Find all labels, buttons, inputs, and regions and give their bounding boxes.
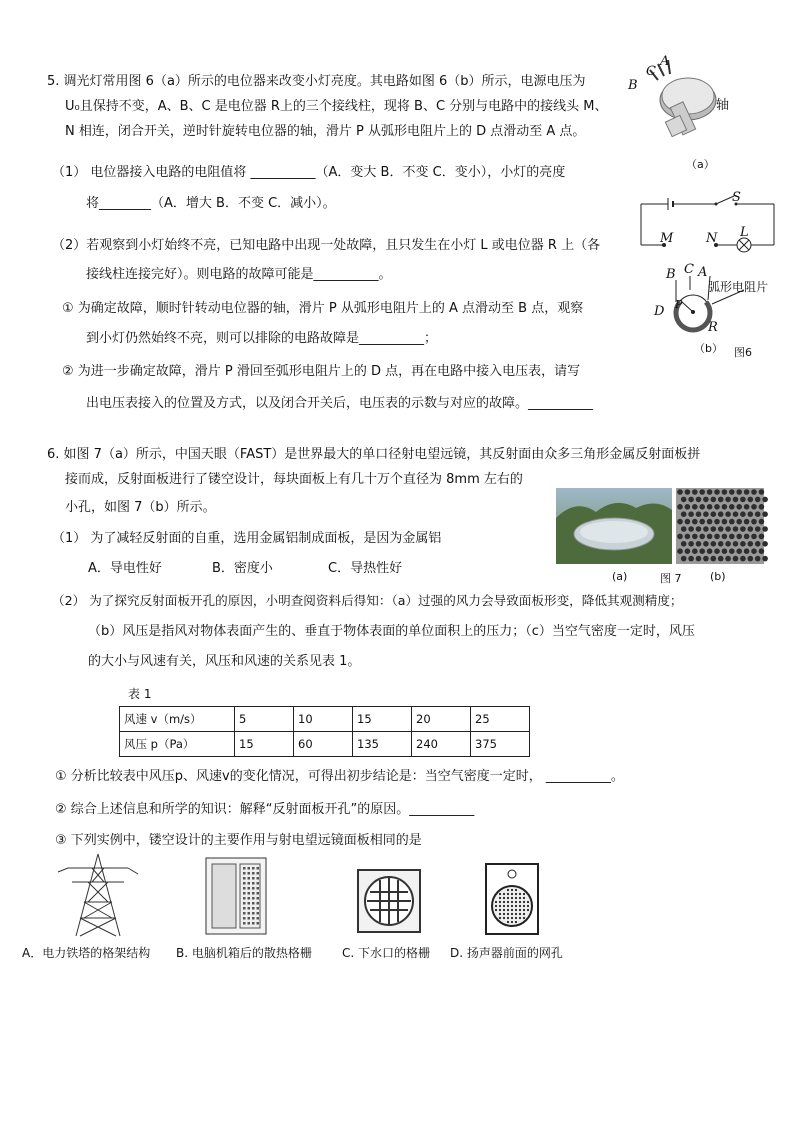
table-cell: 60 [294,732,353,757]
q5-line-3: N 相连，闭合开关，逆时针旋转电位器的轴，滑片 P 从弧形电阻片上的 D 点滑动至 A 点。 [65,124,586,139]
choice-a: A．电力铁塔的格架结构 [22,946,151,960]
choice-c: C. 下水口的格栅 [342,946,431,960]
q5-sub1-line-2: 到小灯仍然始终不亮，则可以排除的电路故障是__________； [86,331,438,346]
fast-telescope-photo [556,488,672,564]
q6-part2-line-1: （2） 为了探究反射面板开孔的原因，小明查阅资料后得知：（a）过强的风力会导致面板形变，降低其观测精度； [52,593,683,608]
q6-option-b: B．密度小 [212,561,273,576]
table-cell: 25 [471,707,530,732]
q6-sub2: ② 综合上述信息和所学的知识：解释“反射面板开孔”的原因。__________ [55,802,475,817]
table-row-header: 风速 v（m/s） [120,707,235,732]
table-cell: 5 [235,707,294,732]
q5-sub2-line-1: ② 为进一步确定故障，滑片 P 滑回至弧形电阻片上的 D 点，再在电路中接入电压表，请写 [62,364,581,379]
table-cell: 375 [471,732,530,757]
fig6a-label-C: C [646,64,656,79]
circuit-label-M: M [660,231,674,246]
fig6a-caption: （a） [686,158,715,171]
speaker-illustration [484,862,540,936]
q6-line-1: 6. 如图 7（a）所示，中国天眼（FAST）是世界最大的单口径射电望远镜，其反射面由众多三角形金属反射面板拼 [47,447,701,462]
choice-b: B. 电脑机箱后的散热格栅 [176,946,312,960]
circuit-label-L: L [740,225,749,240]
table-cell: 135 [353,732,412,757]
q6-part2-line-3: 的大小与风速有关，风压和风速的关系见表 1。 [88,654,361,669]
fig6a-label-A: A [660,54,670,69]
computer-case-illustration [202,856,270,936]
table-cell: 15 [235,732,294,757]
q5-part2-line-2: 接线柱连接完好）。则电路的故障可能是__________。 [86,267,392,282]
fig7b-caption: (b) [710,570,726,583]
fig6a-label-B: B [628,78,638,93]
pot-label-P: P [675,298,683,311]
fig7-label: 图 7 [660,572,682,585]
fig6b-caption: （b） [694,342,723,355]
q5-sub2-line-2: 出电压表接入的位置及方式，以及闭合开关后，电压表的示数与对应的故障。__________ [86,396,594,411]
fig6a-shaft-label: 轴 [716,98,730,113]
q6-sub3: ③ 下列实例中，镂空设计的主要作用与射电望远镜面板相同的是 [55,833,422,848]
q5-line-1: 5. 调光灯常用图 6（a）所示的电位器来改变小灯亮度。其电路如图 6（b）所示，电源电压为 [47,74,586,89]
perforated-panel-photo [676,488,764,564]
drain-grate-illustration [356,868,422,934]
pot-label-D: D [654,304,665,319]
q6-line-3: 小孔，如图 7（b）所示。 [65,500,216,515]
q5-sub1-line-1: ① 为确定故障，顺时针转动电位器的轴，滑片 P 从弧形电阻片上的 A 点滑动至 B 点，观察 [62,301,584,316]
q5-part1-line-2: 将________（A．增大 B．不变 C．减小）。 [86,196,336,211]
q6-option-c: C．导热性好 [328,561,403,576]
table-cell: 240 [412,732,471,757]
q6-part2-line-2: （b）风压是指风对物体表面产生的、垂直于物体表面的单位面积上的压力；（c）当空气密度一定时，风压 [88,624,695,639]
pot-label-B: B [666,267,676,282]
table-row [120,707,530,732]
q6-option-a: A．导电性好 [88,561,162,576]
arc-resistor-label: 弧形电阻片 [708,280,769,294]
table-cell: 10 [294,707,353,732]
q5-line-2: U₀且保持不变，A、B、C 是电位器 R上的三个接线柱，现将 B、C 分别与电路中的接线头 M、 [65,99,608,114]
fig7a-caption: (a) [612,570,628,583]
q5-part2-line-1: （2）若观察到小灯始终不亮，已知电路中出现一处故障，且只发生在小灯 L 或电位器 R 上（各 [52,238,601,253]
choice-d: D. 扬声器前面的网孔 [450,946,563,960]
q6-part1-stem: （1） 为了减轻反射面的自重，选用金属铝制成面板，是因为金属铝 [52,531,442,546]
pot-label-R: R [708,320,718,335]
wind-pressure-table [119,706,530,757]
table-row [120,732,530,757]
circuit-label-S: S [732,190,741,205]
table-cell: 15 [353,707,412,732]
q5-part1-line-1: （1） 电位器接入电路的电阻值将 __________（A．变大 B．不变 C．变小），小灯的亮度 [52,165,566,180]
q6-line-2: 接而成，反射面板进行了镂空设计，每块面板上有几十万个直径为 8mm 左右的 [65,472,523,487]
q6-sub1: ① 分析比较表中风压p、风速v的变化情况，可得出初步结论是：当空气密度一定时， __________。 [55,769,624,784]
table-title: 表 1 [128,687,152,701]
table-cell: 20 [412,707,471,732]
fig6-label: 图6 [734,346,752,359]
circuit-label-N: N [706,231,718,246]
table-row-header: 风压 p（Pa） [120,732,235,757]
pot-label-A: A [698,265,708,280]
power-tower-illustration [58,852,138,938]
pot-label-C: C [684,262,694,277]
